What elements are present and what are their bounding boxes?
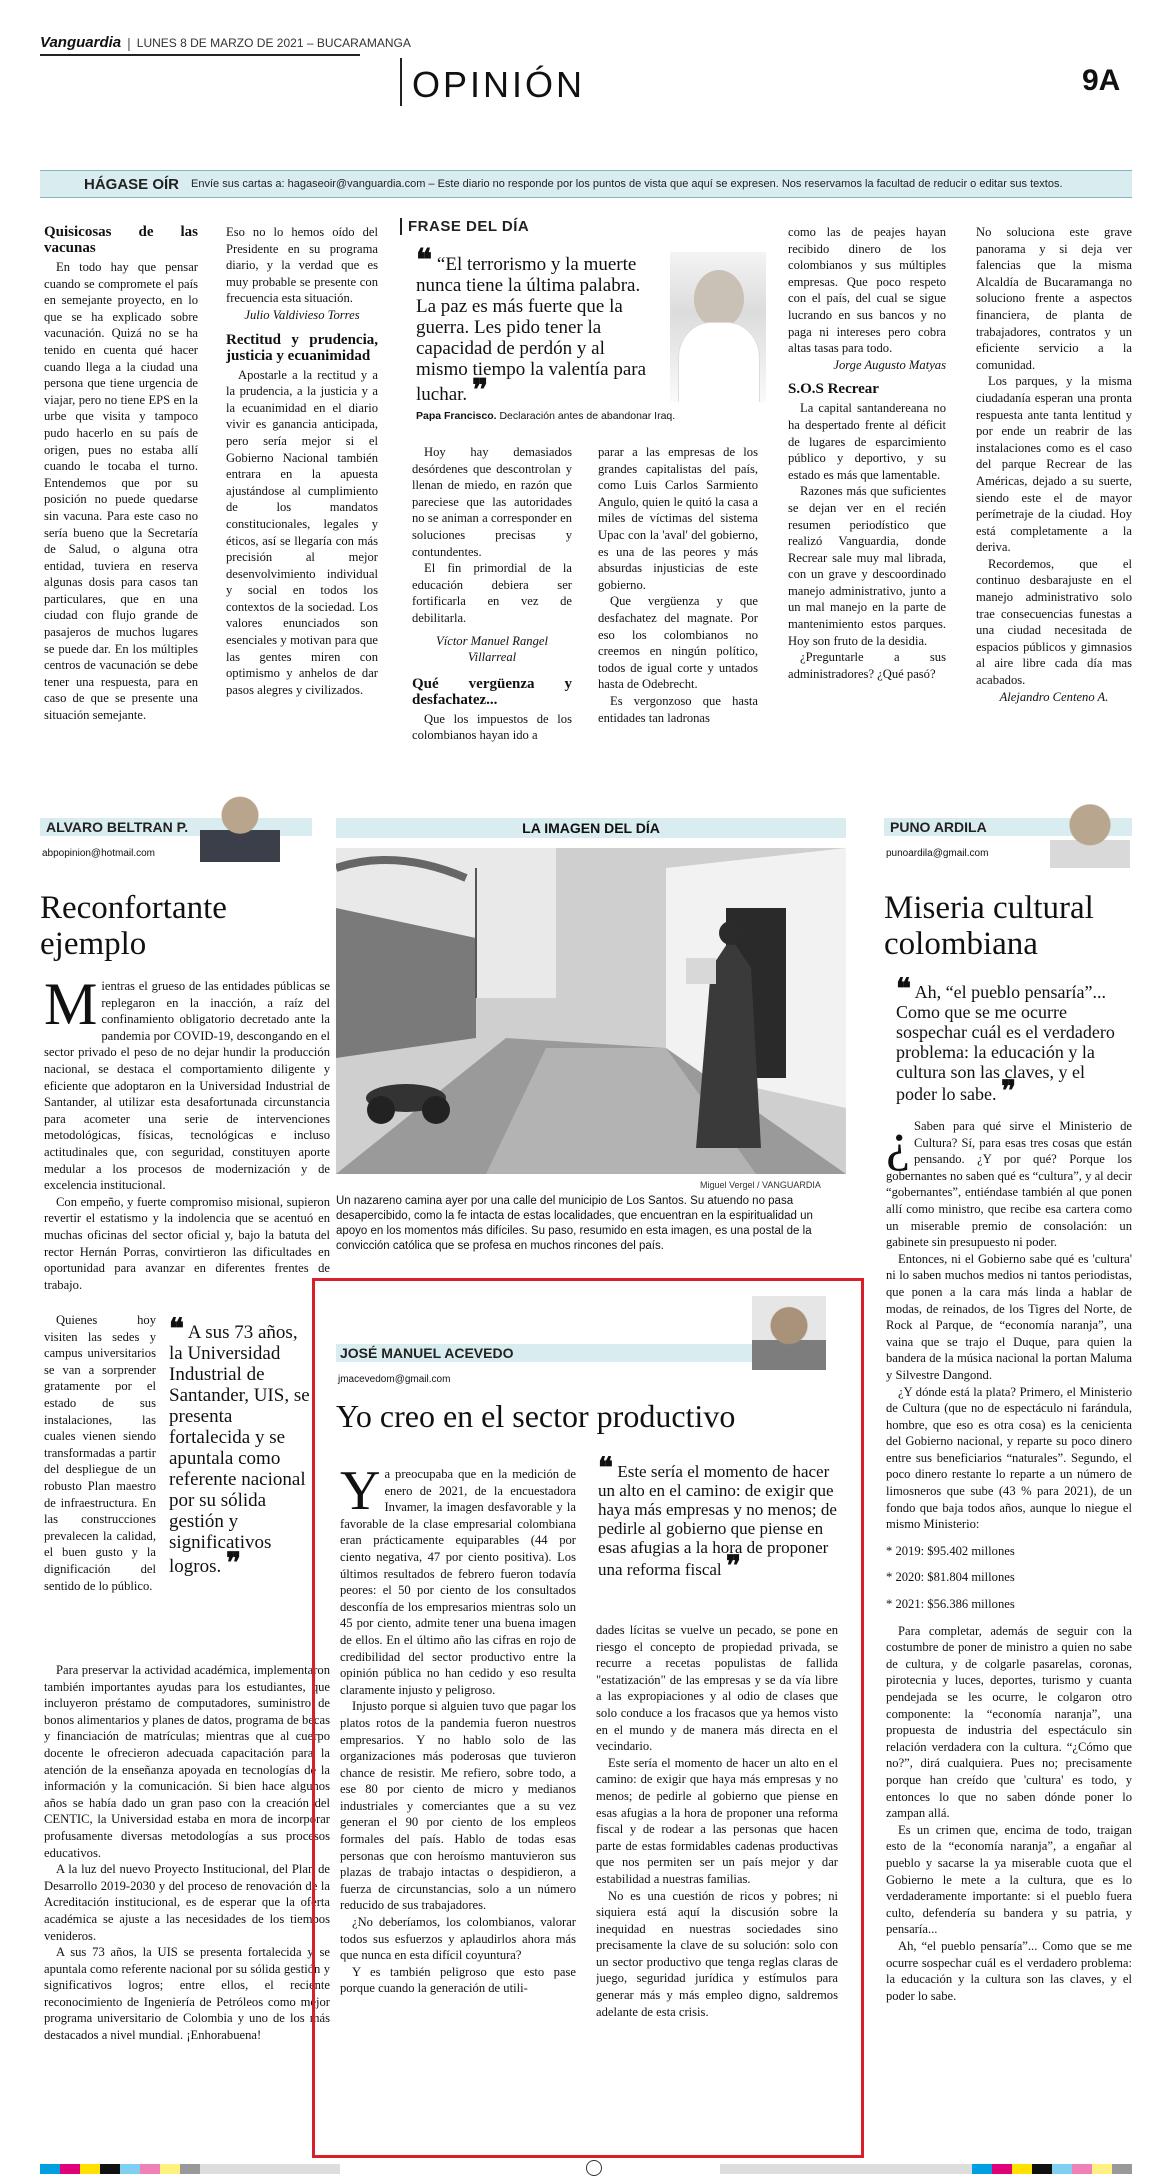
pope-robe-shape <box>678 322 760 402</box>
beltran-author: ALVARO BELTRAN P. <box>46 819 189 835</box>
close-quote-icon: ❞ <box>725 1551 741 1582</box>
letter-signature: Jorge Augusto Matyas <box>833 357 946 372</box>
letter-body: La capital santandereana no ha despertado frente al déficit de lugares de esparcimiento público y deportivo, y su estado es más que lamentable. <box>788 401 946 482</box>
acevedo-paragraph: Injusto porque si alguien tuvo que pagar los platos rotos de la pandemia fueron nuestros empresarios. Y no hablo solo de las organizaciones más poderosas que tuvieron chance de resistir. Me refiero, sobre todo, a ese 80 por ciento de micro y medianos industriales y comerciantes que a su vez generan el 90 por ciento de los empleos formales del país. Hablo de todas esas personas que con heroísmo mantuvieron sus plazas de trabajo intactas o despidieron, a fuerza de circunstancias, solo a un número reducido de sus trabajadores. <box>340 1699 576 1913</box>
acevedo-paragraph: ¿No deberíamos, los colombianos, valorar todos sus esfuerzos y aplaudirlos ahora más que nunca en esta difícil coyuntura? <box>340 1915 576 1963</box>
letter-body: Hoy hay demasiados desórdenes que descontrolan y llenan de miedo, en razón que pareciese que las autoridades no se animan a corresponder en soluciones precisas y contundentes. <box>412 445 572 559</box>
acevedo-col-right <box>596 1622 838 2142</box>
letter-signature: Víctor Manuel Rangel Villarreal <box>436 633 548 665</box>
pope-photo <box>670 252 766 402</box>
dropcap: M <box>44 978 98 1037</box>
frase-del-dia <box>400 218 770 428</box>
beltran-pullquote-text: A sus 73 años, la Universidad Industrial de Santander, UIS, se presenta fortalecida y se apuntala como referente nacional por su sólida gestión y significativos logros. <box>169 1322 310 1577</box>
letter-body: como las de peajes hayan recibido dinero de los colombianos y sus múltiples empresas. Que poco respeto con el país, del cual se sigue lucrando en sus bancos y no paga ni intereses pero cobra altas tasas para todo. <box>788 225 946 356</box>
letter-title: S.O.S Recrear <box>788 381 879 398</box>
ardila-list-item: * 2021: $56.386 millones <box>886 1597 1015 1612</box>
ardila-avatar <box>1050 796 1130 868</box>
ardila-paragraph: Entonces, ni el Gobierno sabe qué es 'cultura' ni lo saben muchos medios ni tantos periodistas, que ponen a la cara más linda a hablar de modas, de reinados, de los Tigres del Norte, de Rock al Parque, de “economía naranja”, una vaina que se trajo el Duque, para quien la bandera de la música nacional la portan Maluma y Silvestre Dangond. <box>886 1251 1132 1382</box>
letter-body: En todo hay que pensar cuando se compromete el país en semejante proyecto, en lo que se ha explicado sobre vacunación. Quizá no se ha tenido en cuenta qué hacer cuando llega a la ciudad una persona que tiene urgencia de viajar, pero no tiene EPS en la urbe que visita y tampoco pudo hacerlo en su país de origen, pues no estaba allí cuando le tocaba el turno. Entendemos que por su posición no puede quedarse sin vacuna. Para este caso no sería bueno que la Secretaría de Salud, o alguna otra entidad, tuviera en reserva algunas dosis para casos tan particulares, que en una ciudad con flujo grande de pasajeros de muchos lugares se puede dar. En los múltiples centros de vacunación se debe tener una respuesta, para en caso de que se presente una situación semejante. <box>44 260 198 723</box>
beltran-pullquote <box>168 1314 310 1579</box>
beltran-paragraph: ientras el grueso de las entidades públicas se replegaron en la inacción, a raíz del confinamiento obligatorio decretado ante la pandemia por COVID-19, descongando en el sector privado el peso de no dejar hundir la producción nacional, se destaca el comportamiento diligente y eficiente que adoptaron en la Universidad Industrial de Santander, al utilizar esta desafortunada circunstancia para acometer una serie de intervenciones metodológicas, físicas, tecnológicas e incluso actitudinales que, con seguridad, constituyen aporte medular a los procesos de modernización y de excelencia institucional. <box>44 979 330 1193</box>
open-quote-icon: ❝ <box>896 974 912 1005</box>
open-quote-icon: ❝ <box>169 1314 185 1345</box>
beltran-body-top <box>44 978 330 1308</box>
letter-col-2 <box>226 224 378 764</box>
letter-col-3 <box>412 444 572 776</box>
ardila-pullquote <box>896 974 1128 1107</box>
acevedo-author: JOSÉ MANUEL ACEVEDO <box>340 1345 514 1361</box>
letter-body: Es vergonzoso que hasta entidades tan ladronas <box>598 693 758 725</box>
header-rule <box>40 54 360 56</box>
beltran-email: abpopinion@hotmail.com <box>42 848 155 859</box>
ardila-pullquote-text: Ah, “el pueblo pensaría”... Como que se me ocurre sospechar cuál es el verdadero problema: la educación y la cultura son las claves, y el poder lo sabe. <box>896 982 1115 1104</box>
letter-title: Rectitud y prudencia, justicia y ecuanimidad <box>226 331 378 364</box>
ardila-list-item: * 2020: $81.804 millones <box>886 1570 1015 1585</box>
close-quote-icon: ❞ <box>1000 1076 1017 1107</box>
letter-col-4 <box>598 444 758 776</box>
ardila-email: punoardila@gmail.com <box>886 848 989 859</box>
ardila-title: Miseria cultural colombiana <box>884 890 1094 962</box>
letter-body: Apostarle a la rectitud y a la prudencia, a la justicia y a la ecuanimidad en el diario vivir es ganancia anticipada, pero sería mejor si el Gobierno Nacional también entrara en la apuesta ajustándose al cumplimiento de los mandatos constitucionales, legales y éticos, así se llegaría con más precisión al mejor desenvolvimiento individual y social en todos los contextos de la sociedad. Los valores enunciados son esenciales y motivan para que las gentes miren con optimismo y anhelos de dar pasos alegres y civilizados. <box>226 367 378 697</box>
dateline: LUNES 8 DE MARZO DE 2021 – BUCARAMANGA <box>136 35 411 50</box>
open-quote-icon: ❝ <box>598 1453 614 1484</box>
beltran-paragraph: Quienes hoy visiten las sedes y campus universitarios se van a sorprender gratamente por el estado de sus instalaciones, las cuales vienen siendo transformadas a partir del despliegue de un robusto Plan maestro de infraestructura. En las construcciones prevalecen la calidad, el buen gusto y la dignificación del sentido de lo público. <box>44 1313 156 1593</box>
imagen-label: LA IMAGEN DEL DÍA <box>336 818 846 838</box>
acevedo-pullquote-text: Este sería el momento de hacer un alto en el camino: de exigir que haya más empresas y no menos; de pedirle al gobierno que piense en esas afugias a la hora de proponer una reforma fiscal <box>598 1462 837 1579</box>
letter-body: Que los impuestos de los colombianos hayan ido a <box>412 711 572 743</box>
dropcap: Y <box>340 1466 381 1522</box>
acevedo-email: jmacevedom@gmail.com <box>338 1374 451 1385</box>
acevedo-title: Yo creo en el sector productivo <box>336 1398 736 1434</box>
letter-body: Los parques, y la misma ciudadanía esperan una pronta respuesta ante tanta lentitud y por ende un reabrir de las instalaciones como es el caso del parque Recrear de las Américas, dejado a su suerte, siendo este el de mayor perímetraje de la ciudad. Hoy está completamente a la deriva. <box>976 374 1132 555</box>
hagase-oir-text: Envíe sus cartas a: hagaseoir@vanguardia.com – Este diario no responde por los puntos de vista que aquí se expresen. Nos reservamos la facultad de reducir o editar sus textos. <box>191 178 1063 190</box>
letter-col-1 <box>44 224 198 776</box>
letter-col-6 <box>976 224 1132 776</box>
acevedo-avatar <box>752 1296 826 1370</box>
beltran-paragraph: Con empeño, y fuerte compromiso misional, supieron revertir el estatismo y la indolencia que se acentuó en muchas oficinas del sector oficial y, bajo la batuta del rector Hernán Porras, convirtieron las dificultades en oportunidad para avanzar en diferentes frentes de trabajo. <box>44 1194 330 1292</box>
letter-body: Eso no lo hemos oído del Presidente en su programa diario, y la verdad que es muy probable se presente con frecuencia esta situación. <box>226 225 378 306</box>
frase-author-note: Declaración antes de abandonar Iraq. <box>499 410 676 422</box>
letter-col-5 <box>788 224 946 776</box>
letter-signature: Alejandro Centeno A. <box>999 689 1109 704</box>
ardila-paragraph: Ah, “el pueblo pensaría”... Como que se me ocurre sospechar cuál es el verdadero problema: la educación y la cultura son las claves, y el poder lo sabe. <box>886 1938 1132 2003</box>
letter-body: parar a las empresas de los grandes capitalistas del país, como Luis Carlos Sarmiento Angulo, quien le quitó la casa a miles de víctimas del sistema Upac con la 'aval' del gobierno, es una de las peores y más absurdas injusticias de este gobierno. <box>598 445 758 592</box>
acevedo-paragraph: No es una cuestión de ricos y pobres; ni siquiera está aquí la discusión sobre la inequidad en nuestras sociedades sino precisamente la clave de su solución: solo con un sector productivo que tenga reglas claras de juego, seguridad jurídica y estímulos para generar más y más empleo digno, saldremos adelante de esta crisis. <box>596 1888 838 2019</box>
acevedo-pullquote <box>598 1453 838 1582</box>
imagen-credit: Miguel Vergel / VANGUARDIA <box>700 1180 821 1190</box>
hagase-oir-label: HÁGASE OÍR <box>84 175 180 193</box>
beltran-paragraph: Para preservar la actividad académica, implementaron también importantes ayudas para los estudiantes, que incluyeron préstamo de computadores, suministro de bonos alimentarios y planes de datos, programa de becas y financiación de matrículas; mientras que al cuerpo docente le ofrecieron adecuada capacitación para la atención de la enseñanza apoyada en tecnologías de la información y la comunicación. Si bien hace algunos años se había dado un gran paso con la creación del CENTIC, la Universidad estaba en mora de incorporar profusamente diversas metodologías a sus procesos educativos. <box>44 1663 330 1860</box>
color-registration-bar-right <box>720 2164 1132 2174</box>
letter-body: El fin primordial de la educación debiera ser fortificarla en vez de debilitarla. <box>412 561 572 625</box>
frase-quote-text: “El terrorismo y la muerte nunca tiene la última palabra. La paz es más fuerte que la guerra. Les pido tener la capacidad de perdón y al mismo tiempo la valentía para luchar. <box>416 254 647 405</box>
ardila-paragraph: Saben para qué sirve el Ministerio de Cultura? Sí, para esas tres cosas que están pensando. ¿Y por qué? Porque los gobernantes no saben qué es “cultura”, y al decir “gobernantes”, entiéndase también al que ponen allí como ministro, que recibe esa cartera como un miserable premio de consolación: un gabinete sin presupuesto ni poder. <box>886 1119 1132 1250</box>
pope-face-shape <box>694 270 744 328</box>
frase-attribution <box>416 410 675 422</box>
acevedo-col-left <box>340 1466 576 2142</box>
acevedo-paragraph: a preocupaba que en la medición de enero de 2021, de la encuestadora Invamer, la imagen desfavorable y la favorable de la clase empresarial colombiana eran prácticamente equiparables (44 por ciento negativa, 47 por ciento positiva). Los últimos resultados de febrero fueron todavía peores: el 50 por ciento de los consultados desconfía de los empresarios mientras solo un 45 por ciento, admite tener una buena imagen de ellos. En el último año las cifras en rojo de credibilidad del sector productivo entre la opinión pública no han cedido y eso resulta claramente injusto y peligroso. <box>340 1467 576 1697</box>
frase-quote <box>416 244 656 407</box>
beltran-body-bottom <box>44 1662 330 2117</box>
close-quote-icon: ❞ <box>226 1548 242 1579</box>
dropcap: ¿ <box>886 1118 910 1172</box>
ardila-paragraph: Para completar, además de seguir con la costumbre de poner de ministro a quien no sabe de cultura, y de colgarle pasarelas, coronas, pirotecnia y luces, deportes, turismo y cuanta pendejada se les ocurre, le colgaron otro componente: la “economía naranja”, una propuesta de industria del espectáculo sin relación verdadera con la cultura. “¿Cómo que no?”, dirá cualquiera. Pues no; precisamente porque han creído que 'cultura' es todo, y entonces lo que no saben dónde poner lo zampan allá. <box>886 1623 1132 1821</box>
imagen-caption: Un nazareno camina ayer por una calle del municipio de Los Santos. Su atuendo no pasa desapercibido, como la fe intacta de estas localidades, que encuentran en la espiritualidad un apoyo en los momentos más difíciles. Su paso, resumido en esta imagen, es una postal de la convicción católica que se profesa en muchos rincones del país. <box>336 1195 813 1252</box>
frase-label: FRASE DEL DÍA <box>400 218 770 235</box>
letter-body: Recordemos, que el continuo desbarajuste en el manejo administrativo solo trae consecuencias funestas a una ciudad necesitada de espacios públicos y gimnasios al aire libre cada día mas acabados. <box>976 556 1132 688</box>
imagen-photo <box>336 848 846 1174</box>
section-title: OPINIÓN <box>412 64 586 105</box>
letter-title: Qué vergüenza y desfachatez... <box>412 675 572 708</box>
ardila-paragraph: ¿Y dónde está la plata? Primero, el Ministerio de Cultura (que no de espectáculo ni farándula, hombre, que eso es otra cosa) es la cenicienta del Gobierno nacional, y reparte su poco dinero entre sus beneficiarios “naturales”. Segundo, el poco dinero restante lo reparte a un número de limosneros que sube (43 % para 2021), de un fondo que baja todos años, aunque lo niegue el mismo Ministerio: <box>886 1384 1132 1532</box>
letter-body: Razones más que suficientes se dejan ver en el recién resumen periodístico que realizó Vanguardia, donde Recrear sale muy mal librada, con un grave y descoordinado manejo administrativo, junto a un mal manejo en la parte de mantenimiento estos parques. Hoy son fruto de la desidia. <box>788 484 946 648</box>
letter-title: Quisicosas de las vacunas <box>44 224 198 256</box>
acevedo-paragraph: dades lícitas se vuelve un pecado, se pone en riesgo el concepto de propiedad privada, se recurre a recetas populistas de fallida "estatización" de las empresas y se da vía libre a las expropiaciones y al odio de clases que solo conduce a los fracasos que ya hemos visto en el mundo y de manera más directa en el vecindario. <box>596 1623 838 1754</box>
ardila-list-item: * 2019: $95.402 millones <box>886 1543 1015 1558</box>
beltran-avatar <box>200 790 280 862</box>
page-number: 9A <box>1082 64 1121 97</box>
letter-signature: Julio Valdivieso Torres <box>244 307 360 322</box>
letter-body: No soluciona este grave panorama y si deja ver falencias que la misma Alcaldía de Bucaramanga no soluciono frente a aspectos financiera, de planta de trabajadores, contratos y un eficiente servicio a la comunidad. <box>976 225 1132 372</box>
beltran-body-narrow <box>44 1312 156 1652</box>
frase-author: Papa Francisco. <box>416 410 497 422</box>
open-quote-icon: ❝ <box>416 244 433 277</box>
brand-logo: Vanguardia <box>40 34 122 51</box>
letter-body: ¿Preguntarle a sus administradores? ¿Qué pasó? <box>788 650 946 681</box>
letter-body: Que vergüenza y que desfachatez del magnate. Por eso los colombianos no creemos en ningún político, todos de igual corte y untados hasta de Odebrecht. <box>598 594 758 692</box>
section-divider <box>400 58 402 106</box>
hagase-oir-bar <box>40 170 1132 198</box>
street-scene-illustration <box>336 848 846 1174</box>
registration-mark-icon <box>586 2160 602 2176</box>
ardila-body <box>886 1118 1132 2148</box>
beltran-paragraph: A la luz del nuevo Proyecto Institucional, del Plan de Desarrollo 2019-2030 y del proceso de renovación de la Acreditación institucional, es de esperar que la oferta académica se ajuste a las necesidades de los tiempos venideros. <box>44 1862 330 1943</box>
ardila-paragraph: Es un crimen que, encima de todo, traigan esto de la “economía naranja”, a engañar al pueblo y sacarse la ya miserable cuota que el Gobierno le mete a la cultura, que es lo verdaderamente importante: si el pueblo fuera culto, defendería su bandera y su patria, y pensaría... <box>886 1822 1132 1937</box>
ardila-author: PUNO ARDILA <box>890 819 987 835</box>
dateline-row: Vanguardia | LUNES 8 DE MARZO DE 2021 – BUCARAMANGA <box>40 34 411 51</box>
beltran-title: Reconfortante ejemplo <box>40 890 227 962</box>
beltran-paragraph: A sus 73 años, la UIS se presenta fortalecida y se apuntala como referente nacional por su sólida gestión y significativos logros; entre ellos, el reciente reconocimiento de Ingeniería de Petróleos como mejor programa universitario de Colombia y uno de los más destacados a nivel mundial. ¡Enhorabuena! <box>44 1945 330 2043</box>
acevedo-paragraph: Y es también peligroso que esto pase porque cuando la generación de utili- <box>340 1964 576 1996</box>
close-quote-icon: ❞ <box>471 374 489 407</box>
acevedo-paragraph: Este sería el momento de hacer un alto en el camino: de exigir que haya más empresas y no menos; de pedirle al gobierno que piense en esas afugias a la hora de proponer una reforma fiscal y de rodear a las personas que hacen parte de estas formidables cadenas productivas que nos permiten ser un país mejor y dar estabilidad a nuestras familias. <box>596 1755 838 1886</box>
color-registration-bar-left <box>40 2164 340 2174</box>
